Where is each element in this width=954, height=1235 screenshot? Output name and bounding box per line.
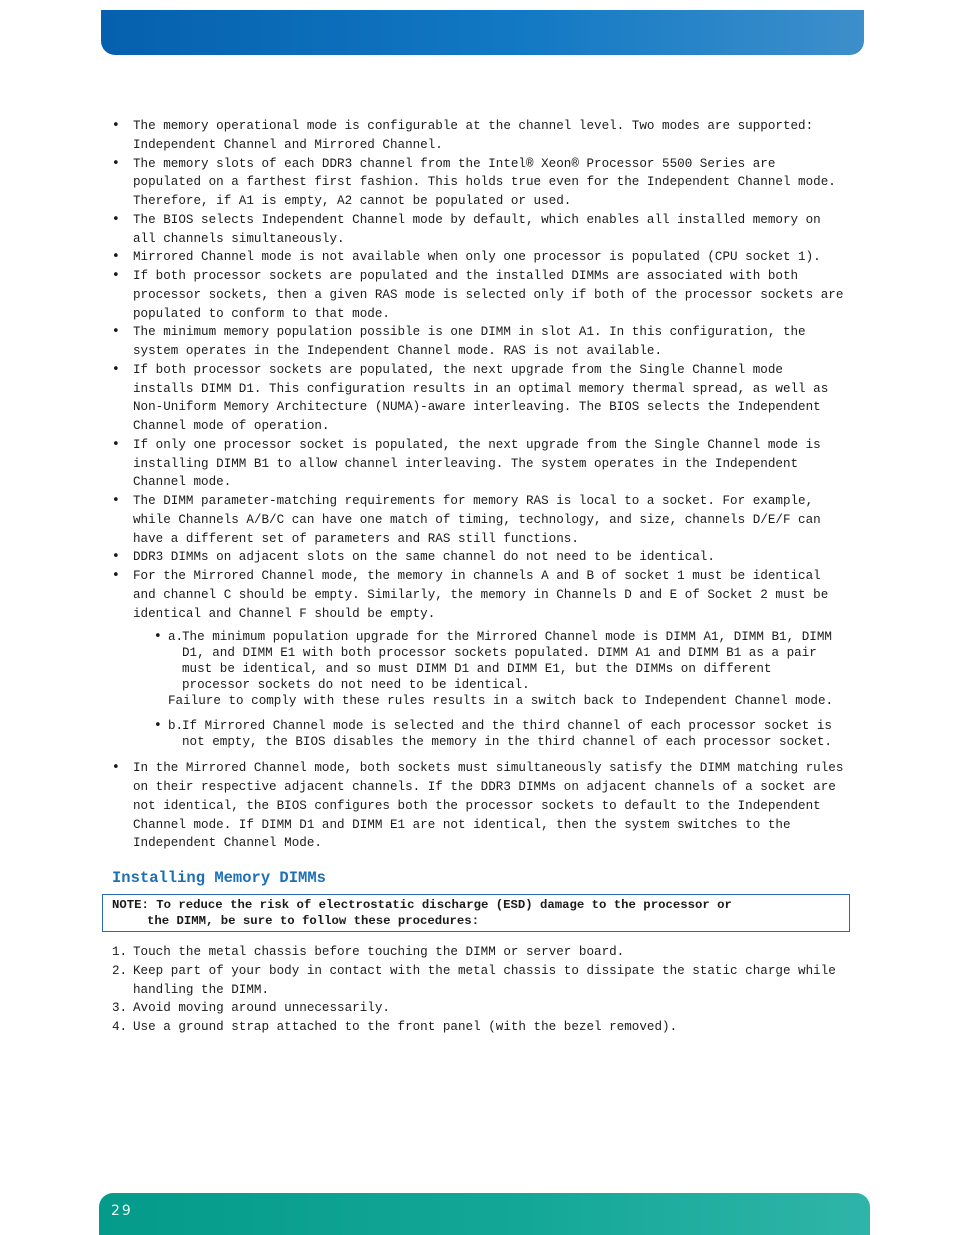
page-number: 29 [111, 1203, 133, 1219]
list-item: • The memory slots of each DDR3 channel from the Intel® Xeon® Processor 5500 Series are populated on a farthest first fashion. This holds true even for the Independent Channel mode. Therefore, if A1 is empty, A2 cannot be populated or used. [112, 155, 847, 211]
step-text: Avoid moving around unnecessarily. [133, 1001, 390, 1016]
step-item [112, 1018, 847, 1037]
step-number: 3. [112, 1001, 128, 1016]
list-item: • The minimum memory population possible is one DIMM in slot A1. In this configuration, the system operates in the Independent Channel mode. RAS is not available. [112, 323, 847, 361]
list-item: • If both processor sockets are populated and the installed DIMMs are associated with both processor sockets, then a given RAS mode is selected only if both of the processor sockets are populated to conform to that mode. [112, 267, 847, 323]
esd-steps-list [112, 943, 847, 1037]
step-text: Use a ground strap attached to the front panel (with the bezel removed). [133, 1020, 678, 1034]
list-item: • The BIOS selects Independent Channel mode by default, which enables all installed memory on all channels simultaneously. [112, 211, 847, 249]
step-text: Touch the metal chassis before touching the DIMM or server board. [133, 945, 625, 959]
list-item: • In the Mirrored Channel mode, both sockets must simultaneously satisfy the DIMM matching rules on their respective adjacent channels. If the DDR3 DIMMs on adjacent channels of a socket are not identical, the BIOS configures both the processor sockets to default to the Independent Channel mode. If DIMM D1 and DIMM E1 are not identical, then the system switches to the Independent Channel Mode. [112, 759, 847, 853]
sub-item-marker: b. [168, 719, 184, 734]
page-content [112, 117, 847, 1037]
list-item-text: For the Mirrored Channel mode, the memory in channels A and B of socket 1 must be identical and channel C should be empty. Similarly, the memory in Channels D and E of Socket 2 must be identical and Channel F should be empty. [133, 569, 829, 621]
sub-list-item [168, 718, 847, 750]
list-item: • The DIMM parameter-matching requirements for memory RAS is local to a socket. For example, while Channels A/B/C can have one match of timing, technology, and size, channels D/E/F can have a different set of parameters and RAS still functions. [112, 492, 847, 548]
list-item: • If both processor sockets are populated, the next upgrade from the Single Channel mode installs DIMM D1. This configuration results in an optimal memory thermal spread, as well as Non-Uniform Memory Architecture (NUMA)-aware interleaving. The BIOS selects the Independent Channel mode of operation. [112, 361, 847, 436]
sub-item-marker: a. [168, 630, 184, 645]
note-text-line-2: the DIMM, be sure to follow these procedures: [147, 914, 480, 928]
footer-bar [99, 1193, 870, 1235]
section-heading: Installing Memory DIMMs [112, 869, 326, 887]
sub-list-item [168, 629, 847, 709]
step-text: Keep part of your body in contact with the metal chassis to dissipate the static charge while handling the DIMM. [133, 963, 836, 997]
note-text-line-1: NOTE: To reduce the risk of electrostatic discharge (ESD) damage to the processor or [112, 898, 732, 912]
step-number: 1. [112, 945, 128, 959]
step-item [112, 999, 847, 1018]
step-item [112, 962, 847, 1000]
list-item: • DDR3 DIMMs on adjacent slots on the same channel do not need to be identical. [112, 548, 847, 567]
mirrored-sub-list [133, 629, 847, 750]
sub-item-text: The minimum population upgrade for the Mirrored Channel mode is DIMM A1, DIMM B1, DIMM D1, and DIMM E1 with both processor sockets populated. DIMM A1 and DIMM B1 as a pair must be identical, and so must DIMM D1 and DIMM E1, but the DIMMs on different processor sockets do not need to be identical. [182, 630, 832, 693]
step-number: 4. [112, 1020, 128, 1034]
step-item [112, 943, 847, 962]
header-bar [101, 10, 864, 55]
list-item: • If only one processor socket is populated, the next upgrade from the Single Channel mode is installing DIMM B1 to allow channel interleaving. The system operates in the Independent Channel mode. [112, 436, 847, 492]
list-item: • Mirrored Channel mode is not available when only one processor is populated (CPU socket 1). [112, 248, 847, 267]
step-number: 2. [112, 963, 128, 978]
sub-item-text: If Mirrored Channel mode is selected and the third channel of each processor socket is not empty, the BIOS disables the memory in the third channel of each processor socket. [182, 719, 832, 750]
sub-item-note: Failure to comply with these rules results in a switch back to Independent Channel mode. [168, 694, 834, 709]
list-item: • The memory operational mode is configurable at the channel level. Two modes are supported: Independent Channel and Mirrored Channel. [112, 117, 847, 155]
esd-note-box [102, 894, 850, 932]
memory-rules-list [112, 117, 847, 853]
list-item [112, 567, 847, 750]
